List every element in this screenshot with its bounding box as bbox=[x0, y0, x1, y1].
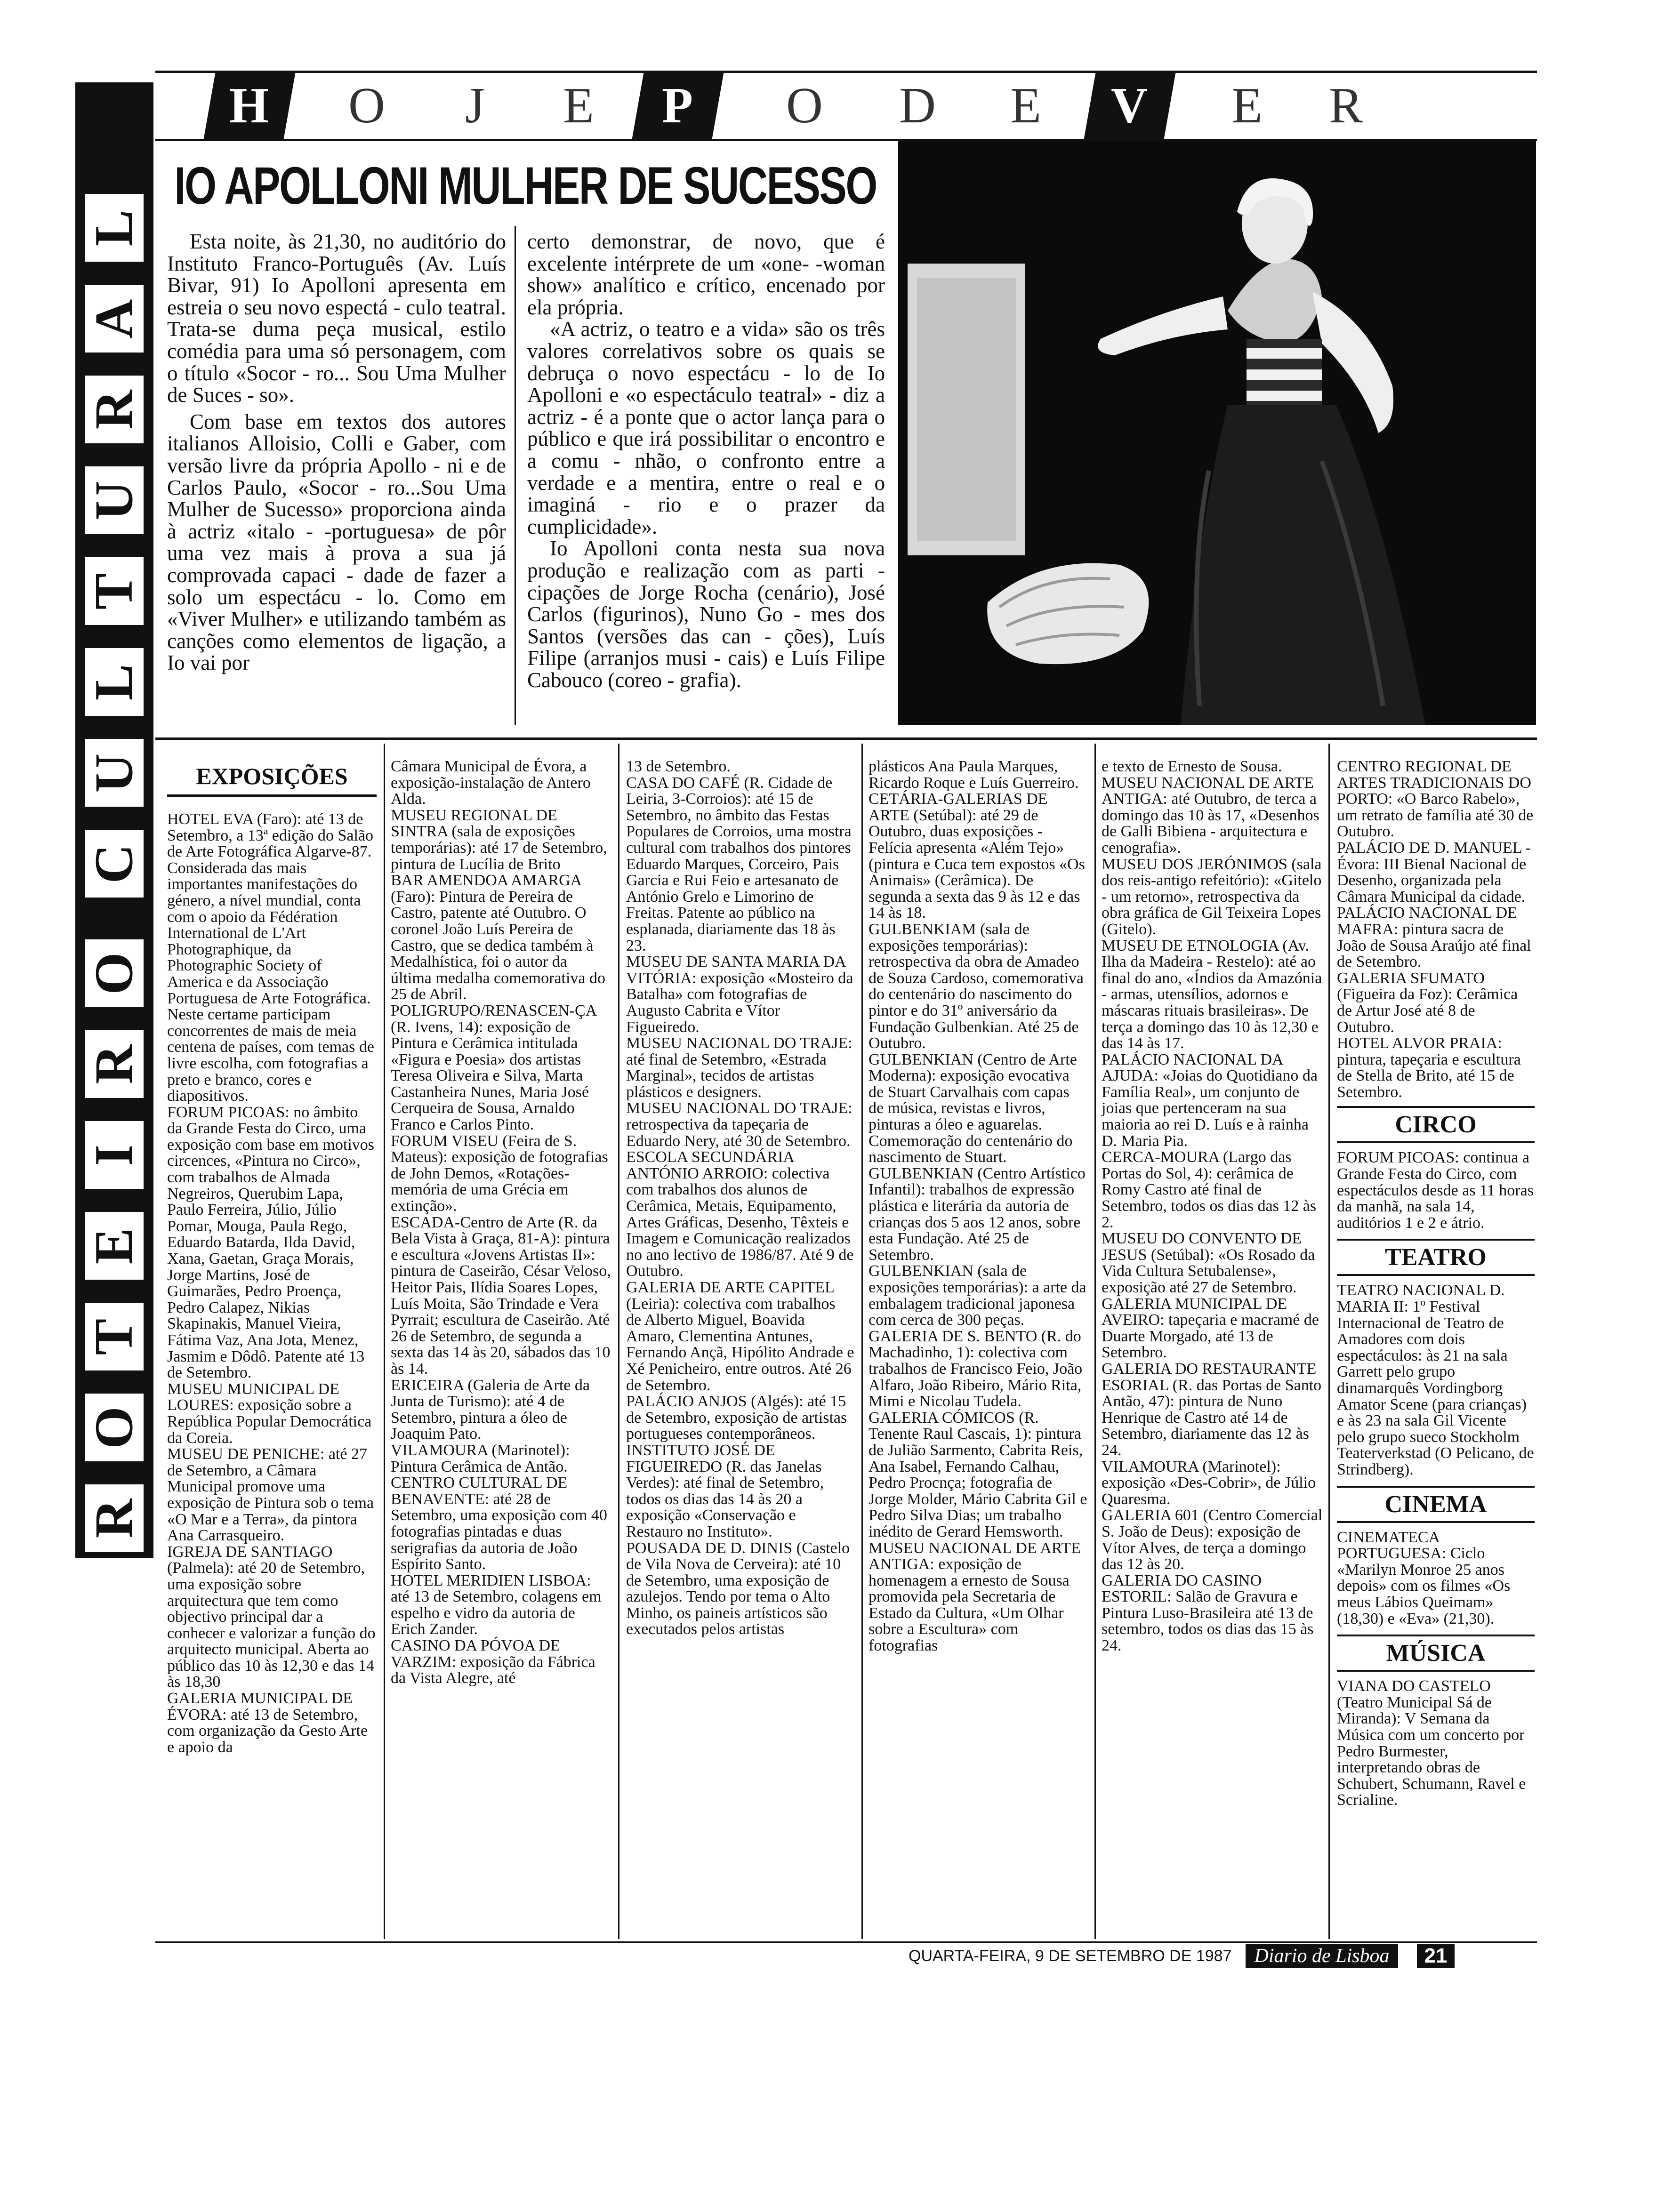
listing-column-2 bbox=[391, 759, 612, 1687]
listing-entry: MUSEU MUNICIPAL DE LOURES: exposição sobre a República Popular Democrática da Coreia. bbox=[167, 1380, 372, 1447]
vertical-title-glyph: R bbox=[84, 1499, 145, 1538]
vertical-title-letter bbox=[83, 282, 146, 355]
vertical-title-glyph: L bbox=[84, 209, 145, 246]
lead-paragraph: Com base em textos dos autores italianos Alloisio, Colli e Gaber, com versão livre da própria Apollo - ni e de Carlos Paulo, «Socor - ro...Sou Uma Mulher de Sucesso» proporciona ainda à actriz «italo - -portuguesa» de pôr uma vez mais à prova a sua já comprovada capaci - dade de fazer a solo um espectácu - lo. Como em «Viver Mulher» e utilizando também as canções como elementos de ligação, a Io vai por bbox=[167, 409, 506, 675]
banner-letter bbox=[887, 73, 949, 139]
listing-entry: 13 de Setembro. bbox=[626, 758, 731, 775]
listing-entry: GALERIA MUNICIPAL DE AVEIRO: tapeçaria e macramé de Duarte Morgado, até 13 de Setembro. bbox=[1102, 1295, 1319, 1362]
listing-entries bbox=[391, 759, 612, 1687]
vertical-title-glyph: T bbox=[84, 1318, 145, 1355]
listing-entry: MUSEU NACIONAL DE ARTE ANTIGA: até Outubro, de terca a domingo das 10 às 17, «Desenhos de Galli Bibiena - arquitectura e cenografia». bbox=[1102, 774, 1319, 857]
banner-letter bbox=[996, 73, 1057, 139]
listing-entry: MUSEU NACIONAL DO TRAJE: retrospectiva da tapeçaria de Eduardo Nery, até 30 de Setembro. bbox=[626, 1099, 853, 1150]
listing-entry: GULBENKIAN (Centro de Arte Moderna): exposição evocativa de Stuart Carvalhais com capas de música, revistas e livros, pinturas a óleo e aguarelas. Comemoração do centenário do nascimento de Stuart. bbox=[869, 1050, 1077, 1166]
listing-entry: HOTEL ALVOR PRAIA: pintura, tapeçaria e escultura de Stella de Brito, até 15 de Setembro. bbox=[1337, 1034, 1521, 1101]
lead-paragraph: Esta noite, às 21,30, no auditório do Instituto Franco-Português (Av. Luís Bivar, 91) Io Apolloni apresenta em estreia o seu novo espectá - culo teatral. Trata-se duma peça musical, estilo comédia para uma só personagem, com o título «Socor - ro... Sou Uma Mulher de Suces - so». bbox=[167, 230, 506, 407]
lead-paragraph: «A actriz, o teatro e a vida» são os três valores correlativos sobre os quais se debruça o novo espectácu - lo de Io Apolloni e «o espectáculo teatral» - diz a actriz - é a ponte que o actor lança para o público e que irá possibilitar o encontro e a comu - nhão, o confronto entre a verdade e a mentira, entre o real e o imaginá - rio e o prazer da cumplicidade». bbox=[527, 317, 885, 538]
vertical-section-title bbox=[75, 82, 153, 1558]
section-heading-cinema: CINEMA bbox=[1384, 1491, 1487, 1518]
listing-entry: MUSEU DE ETNOLOGIA (Av. Ilha da Madeira - Restelo): até ao final do ano, «Índios da Amazónia - armas, utensílios, adornos e máscaras rituais brasileiras». De terça a domingo das 10 às 12,30 e das 14 às 17. bbox=[1102, 937, 1322, 1052]
listing-entries bbox=[626, 759, 854, 1638]
listing-entry: MUSEU DE SANTA MARIA DA VITÓRIA: exposição «Mosteiro da Batalha» com fotografias de Augusto Cabrita e Vítor Figueiredo. bbox=[626, 953, 853, 1036]
listing-entry: MUSEU NACIONAL DE ARTE ANTIGA: exposição de homenagem a ernesto de Sousa promovida pela Secretaria de Estado da Cultura, «Um Olhar sobre a Escultura» com fotografias bbox=[869, 1539, 1081, 1655]
vertical-title-letter bbox=[83, 192, 146, 264]
banner-letter bbox=[1084, 73, 1176, 139]
section-divider bbox=[155, 737, 1537, 740]
banner-glyph: J bbox=[465, 78, 486, 134]
listing-entry: plásticos Ana Paula Marques, Ricardo Roque e Luís Guerreiro. bbox=[869, 758, 1079, 792]
listing-entry: CERCA-MOURA (Largo das Portas do Sol, 4): cerâmica de Romy Castro até final de Setembro, todos os dias das 12 às 2. bbox=[1102, 1148, 1317, 1231]
listing-entry: MUSEU NACIONAL DO TRAJE: até final de Setembro, «Estrada Marginal», tecidos de artistas plásticos e designers. bbox=[626, 1034, 853, 1101]
listing-entry: FORUM VISEU (Feira de S. Mateus): exposição de fotografias de John Demos, «Rotações-memória de uma Grécia em extinção». bbox=[391, 1132, 608, 1215]
heading-rule bbox=[1337, 1635, 1535, 1636]
vertical-title-glyph: U bbox=[84, 753, 145, 793]
heading-rule bbox=[1337, 1239, 1535, 1241]
lead-paragraph: certo demonstrar, de novo, que é excelente intérprete de um «one- -woman show» analítico e crítico, encenado por ela própria. bbox=[527, 230, 885, 319]
listing-entry: CENTRO REGIONAL DE ARTES TRADICIONAIS DO PORTO: «O Barco Rabelo», um retrato de família até 30 de Outubro. bbox=[1337, 758, 1534, 841]
vertical-title-letter bbox=[83, 1119, 146, 1191]
listing-entry: FORUM PICOAS: no âmbito da Grande Festa do Circo, uma exposição com base em motivos circences, «Pintura no Circo», com trabalhos de Almada Negreiros, Querubim Lapa, Paulo Ferreira, Júlio, Júlio Pomar, Mouga, Paula Rego, Eduardo Batarda, Ilda David, Xana, Gaetan, Graça Morais, Jorge Martins, José de Guimarães, Pedro Proença, Pedro Calapez, Nikias Skapinakis, Manuel Vieira, Fátima Vaz, Ana Jota, Menez, Jasmim e Dôdô. Patente até 13 de Setembro. bbox=[167, 1103, 375, 1382]
listing-entry: POUSADA DE D. DINIS (Castelo de Vila Nova de Cerveira): até 10 de Setembro, uma exposição de azulejos. Tendo por tema o Alto Minho, os paineis artísticos são executados pelos artistas bbox=[626, 1539, 850, 1638]
listing-entries bbox=[869, 759, 1087, 1654]
listing-column-1 bbox=[167, 762, 377, 1755]
banner-glyph: P bbox=[662, 78, 694, 134]
lead-column-2 bbox=[527, 231, 885, 734]
listing-entry: Câmara Municipal de Évora, a exposição-instalação de Antero Alda. bbox=[391, 758, 591, 808]
banner-glyph: E bbox=[563, 78, 595, 134]
heading-rule bbox=[1337, 1521, 1535, 1523]
listing-entry: GALERIA MUNICIPAL DE ÉVORA: até 13 de Setembro, com organização da Gesto Arte e apoio da bbox=[167, 1690, 368, 1756]
heading-rule bbox=[1337, 1274, 1535, 1276]
listing-entry: CETÁRIA-GALERIAS DE ARTE (Setúbal): até 29 de Outubro, duas exposições - Felícia apresenta «Além Tejo» (pintura e Cuca tem expostos «Os Animais» (Cerâmica). De segunda a sexta das 9 às 12 e das 14 às 18. bbox=[869, 790, 1085, 922]
banner-glyph: O bbox=[786, 78, 824, 134]
listing-entry: GALERIA 601 (Centro Comercial S. João de Deus): exposição de Vítor Alves, de terça a domingo das 12 às 20. bbox=[1102, 1507, 1323, 1573]
banner-letter bbox=[548, 73, 610, 139]
column-rule bbox=[1094, 744, 1096, 1939]
actress-illustration bbox=[898, 141, 1536, 725]
vertical-title-letter bbox=[83, 827, 146, 900]
vertical-title-glyph: L bbox=[84, 664, 145, 700]
vertical-title-letter bbox=[83, 1482, 146, 1555]
column-rule bbox=[515, 226, 516, 725]
listing-entry: CASINO DA PÓVOA DE VARZIM: exposição da Fábrica da Vista Alegre, até bbox=[391, 1637, 595, 1687]
vertical-title-letter bbox=[83, 1028, 146, 1100]
listing-entry: e texto de Ernesto de Sousa. bbox=[1102, 758, 1282, 775]
column-rule bbox=[384, 744, 385, 1939]
vertical-title-glyph: O bbox=[84, 952, 145, 995]
listing-entry: PALÁCIO ANJOS (Algés): até 15 de Setembro, exposição de artistas portugueses contemporâneos. bbox=[626, 1393, 847, 1443]
listing-entry: CENTRO CULTURAL DE BENAVENTE: até 28 de Setembro, uma exposição com 40 fotografias pintadas e duas serigrafias da autoria de João Espírito Santo. bbox=[391, 1474, 607, 1573]
listing-entry: BAR AMENDOA AMARGA (Faro): Pintura de Pereira de Castro, patente até Outubro. O coronel João Luís Pereira de Castro, que se dedica também à Medalhística, foi o autor da última medalha comemorativa do 25 de Abril. bbox=[391, 872, 606, 1003]
section-heading-exposicoes: EXPOSIÇÕES bbox=[196, 763, 348, 789]
listing-entry: MUSEU DE PENICHE: até 27 de Setembro, a Câmara Municipal promove uma exposição de Pintura sob o tema «O Mar e a Terra», da pintora Ana Carrasqueiro. bbox=[167, 1445, 374, 1545]
listing-column-3 bbox=[626, 759, 854, 1638]
cinema-entry: CINEMATECA PORTUGUESA: Ciclo «Marilyn Monroe 25 anos depois» com os filmes «Os meus Lábios Queimam» (18,30) e «Eva» (21,30). bbox=[1337, 1528, 1511, 1627]
listing-entry: ERICEIRA (Galeria de Arte da Junta de Turismo): até 4 de Setembro, pintura a óleo de Joaquim Pato. bbox=[391, 1376, 590, 1443]
listing-column-6 bbox=[1337, 759, 1535, 1809]
listing-entry: GALERIA CÓMICOS (R. Tenente Raul Cascais, 1): pintura de Julião Sarmento, Cabrita Reis, Ana Isabel, Fernando Calhau, Pedro Procnça; fotografia de Jorge Molder, Mário Cabrita Gil e Pedro Silva Dias; um trabalho inédito de Gerard Hemsworth. bbox=[869, 1409, 1087, 1540]
musica-entry: VIANA DO CASTELO (Teatro Municipal Sá de Miranda): V Semana da Música com um concerto por Pedro Burmester, interpretando obras de Schubert, Schumann, Ravel e Scrialine. bbox=[1337, 1677, 1526, 1809]
heading-rule bbox=[1337, 1106, 1535, 1108]
listing-entry: MUSEU DO CONVENTO DE JESUS (Setúbal): «Os Rosado da Vida Cultura Setubalense», exposição até 27 de Setembro. bbox=[1102, 1230, 1315, 1296]
listing-entry: MUSEU DOS JERÓNIMOS (sala dos reis-antigo refeitório): «Gitelo - um retorno», retrospectiva da obra gráfica de Gil Teixeira Lopes (Gitelo). bbox=[1102, 855, 1322, 938]
vertical-title-letter bbox=[83, 737, 146, 809]
listing-entry: GULBENKIAN (sala de exposições temporárias): a arte da embalagem tradicional japonesa com cerca de 300 peças. bbox=[869, 1262, 1086, 1329]
teatro-entry: TEATRO NACIONAL D. MARIA II: 1º Festival Internacional de Teatro de Amadores com dois espectáculos: às 21 na sala Garrett pelo grupo dinamarquês Vordingborg Amator Scene (para crianças) e às 23 na sala Gil Vicente pelo grupo sueco Stockholm Teaterverkstad (O Pelicano, de Strindberg). bbox=[1337, 1282, 1534, 1478]
banner-glyph: E bbox=[1231, 78, 1263, 134]
banner-glyph: V bbox=[1111, 78, 1149, 134]
vertical-title-glyph: R bbox=[84, 1044, 145, 1084]
banner-letter bbox=[774, 73, 836, 139]
listing-entry: CASA DO CAFÉ (R. Cidade de Leiria, 3-Corroios): até 15 de Setembro, no âmbito das Festas Populares de Corroios, uma mostra cultural com trabalhos dos pintores Eduardo Marques, Corceiro, Pais Garcia e Rui Feio e artesanato de António Grelo e Limorino de Freitas. Patente ao público na esplanada, diariamente das 18 às 23. bbox=[626, 774, 852, 954]
banner-letter bbox=[445, 73, 506, 139]
vertical-title-glyph: E bbox=[84, 1227, 145, 1264]
listing-entry: plástica e literária da autoria de crianças dos 5 aos 12 anos, sobre esta Fundação. Até 25 de Setembro. bbox=[869, 1197, 1081, 1264]
listing-entry: GALERIA DE ARTE CAPITEL (Leiria): colectiva com trabalhos de Alberto Miguel, Boavida Amaro, Clementina Antunes, Fernando Ançã, Hipólito Andrade e Xé Penicheiro, entre outros. Até 26 de Setembro. bbox=[626, 1279, 854, 1394]
vertical-title-letter bbox=[83, 373, 146, 446]
vertical-title-letter bbox=[83, 1391, 146, 1464]
newspaper-name: Diario de Lisboa bbox=[1246, 1944, 1398, 1968]
banner-letter bbox=[337, 73, 398, 139]
column-rule bbox=[1328, 744, 1330, 1939]
lead-paragraph: Io Apolloni conta nesta sua nova produção e realização com as parti - cipações de Jorge Rocha (cenário), José Carlos (figurinos), Nuno Go - mes dos Santos (versões das can - ções), Luís Filipe (arranjos musi - cais) e Luís Filipe Cabouco (coreo - grafia). bbox=[527, 537, 885, 692]
footer-date: QUARTA-FEIRA, 9 DE SETEMBRO DE 1987 bbox=[909, 1947, 1232, 1965]
vertical-title-glyph: A bbox=[84, 299, 145, 338]
listing-entry: MUSEU REGIONAL DE SINTRA (sala de exposições temporárias): até 17 de Setembro, pintura de Lucília de Brito bbox=[391, 806, 607, 873]
section-heading-circo: CIRCO bbox=[1395, 1111, 1477, 1138]
lead-column-1 bbox=[167, 231, 506, 734]
vertical-title-letter bbox=[83, 646, 146, 718]
listing-entry: HOTEL MERIDIEN LISBOA: até 13 de Setembro, colagens em espelho e vidro da autoria de Erich Zander. bbox=[391, 1571, 602, 1638]
listing-entry: POLIGRUPO/RENASCEN-ÇA (R. Ivens, 14): exposição de Pintura e Cerâmica intitulada «Figura e Poesia» dos artistas Teresa Oliveira e Silva, Marta Castanheira Nunes, Maria José Cerqueira de Sousa, Arnaldo Franco e Carlos Pinto. bbox=[391, 1002, 596, 1134]
vertical-title-letter bbox=[83, 464, 146, 537]
actress-photo bbox=[898, 141, 1536, 725]
vertical-title-glyph: O bbox=[84, 1406, 145, 1449]
heading-rule bbox=[1337, 1141, 1535, 1143]
vertical-title-glyph: R bbox=[84, 390, 145, 429]
listing-entry: PALÁCIO NACIONAL DE MAFRA: pintura sacra de João de Sousa Araújo até final de Setembro. bbox=[1337, 904, 1531, 971]
listing-entry: INSTITUTO JOSÉ DE FIGUEIREDO (R. das Janelas Verdes): até final de Setembro, todos os dias das 14 às 20 a exposição «Conservação e Restauro no Instituto». bbox=[626, 1441, 824, 1540]
page-footer bbox=[909, 1943, 1563, 1969]
heading-underline bbox=[167, 794, 377, 797]
heading-rule bbox=[1337, 1486, 1535, 1488]
listing-entry: GALERIA DO RESTAURANTE ESORIAL (R. das Portas de Santo Antão, 47): pintura de Nuno Henrique de Castro até 14 de Setembro, diariamente das 12 às 24. bbox=[1102, 1360, 1322, 1459]
banner-letter bbox=[1217, 73, 1278, 139]
banner-hoje-pode-ver bbox=[155, 71, 1537, 141]
listing-entry: PALÁCIO DE D. MANUEL - Évora: III Bienal Nacional de Desenho, organizada pela Câmara Municipal da cidade. bbox=[1337, 839, 1531, 906]
listing-column-4 bbox=[869, 759, 1087, 1654]
listing-entry: IGREJA DE SANTIAGO (Palmela): até 20 de Setembro, uma exposição sobre arquitectura que tem como objectivo principal dar a conhecer e valorizar a função do arquitecto municipal. Aberta ao público das 10 às 12,30 e das 14 às 18,30 bbox=[167, 1543, 376, 1691]
listing-entry: GALERIA DE S. BENTO (R. do Machadinho, 1): colectiva com trabalhos de Francisco Feio, João Alfaro, João Ribeiro, Mário Rita, Mimi e Nicolau Tudela. bbox=[869, 1327, 1083, 1411]
circo-entry: FORUM PICOAS: continua a Grande Festa do Circo, com espectáculos desde as 11 horas da manhã, na sala 14, auditórios 1 e 2 e átrio. bbox=[1337, 1149, 1534, 1232]
vertical-title-glyph: C bbox=[84, 844, 145, 883]
banner-letter bbox=[632, 73, 724, 139]
banner-glyph: H bbox=[229, 78, 270, 134]
listing-entries bbox=[167, 811, 377, 1755]
banner-letter bbox=[204, 73, 296, 139]
column-rule bbox=[861, 744, 863, 1939]
listing-entry: GALERIA DO CASINO ESTORIL: Salão de Gravura e Pintura Luso-Brasileira até 13 de setembro, todos os dias das 15 às 24. bbox=[1102, 1571, 1314, 1655]
listing-column-5 bbox=[1102, 759, 1323, 1654]
heading-rule bbox=[1337, 1670, 1535, 1672]
banner-letter bbox=[1316, 73, 1377, 139]
listing-entry: PALÁCIO NACIONAL DA AJUDA: «Joias do Quotidiano da Família Real», um conjunto de joias que pertenceram na sua maioria ao rei D. Luís e à rainha D. Maria Pia. bbox=[1102, 1050, 1318, 1150]
banner-glyph: R bbox=[1328, 78, 1364, 134]
page-number: 21 bbox=[1417, 1944, 1455, 1968]
listing-entry: ESCOLA SECUNDÁRIA ANTÓNIO ARROIO: colectiva com trabalhos dos alunos de Cerâmica, Metais, Equipamento, Artes Gráficas, Desenho, Têxteis e Imagem e Comunicação realizados no ano lectivo de 1986/87. Até 9 de Outubro. bbox=[626, 1148, 854, 1280]
listing-entries bbox=[1337, 759, 1535, 1100]
listing-entry: GULBENKIAN (Centro Artístico Infantil): trabalhos de expressão bbox=[869, 1164, 1086, 1199]
vertical-title-glyph: U bbox=[84, 481, 145, 520]
column-rule bbox=[618, 744, 619, 1939]
vertical-title-letter bbox=[83, 937, 146, 1010]
vertical-title-letter bbox=[83, 1210, 146, 1282]
banner-glyph: E bbox=[1010, 78, 1042, 134]
listing-entry: HOTEL EVA (Faro): até 13 de Setembro, a 13ª edição do Salão de Arte Fotográfica Algarve-87. Considerada das mais importantes manifestações do género, a nível mundial, conta com o apoio da Fédération International de L'Art Photographique, da Photographic Society of America e da Associação Portuguesa de Arte Fotográfica. Neste certame participam concorrentes de mais de meia centena de países, com temas de livre escolha, com fotografias a preto e branco, cores e diapositivos. bbox=[167, 810, 374, 1105]
banner-glyph: O bbox=[348, 78, 386, 134]
vertical-title-glyph: T bbox=[84, 573, 145, 609]
listing-entry: ESCADA-Centro de Arte (R. da Bela Vista à Graça, 81-A): pintura e escultura «Jovens Artistas II»: pintura de Caseirão, César Veloso, Heitor Pais, Ilídia Soares Lopes, Luís Moita, São Trindade e Vera Pyrrait; escultura de Caseirão. Até 26 de Setembro, de segunda a sexta das 14 às 20, sábados das 10 às 14. bbox=[391, 1213, 611, 1378]
listing-entry: VILAMOURA (Marinotel): exposição «Des-Cobrir», de Júlio Quaresma. bbox=[1102, 1458, 1316, 1508]
vertical-title-glyph: I bbox=[84, 1144, 145, 1166]
vertical-title-letter bbox=[83, 555, 146, 627]
section-heading-teatro: TEATRO bbox=[1385, 1244, 1487, 1271]
vertical-title-letter bbox=[83, 1300, 146, 1373]
headline: IO APOLLONI MULHER DE SUCESSO bbox=[174, 156, 877, 215]
listing-entry: GULBENKIAM (sala de exposições temporárias): retrospectiva da obra de Amadeo de Souza Cardoso, comemorativa do centenário do nascimento do pintor e do 31º aniversário da Fundação Gulbenkian. Até 25 de Outubro. bbox=[869, 920, 1084, 1052]
listing-entries bbox=[1102, 759, 1323, 1654]
listing-entry: GALERIA SFUMATO (Figueira da Foz): Cerâmica de Artur José até 8 de Outubro. bbox=[1337, 969, 1518, 1036]
banner-glyph: D bbox=[899, 78, 937, 134]
listing-entry: VILAMOURA (Marinotel): Pintura Cerâmica de Antão. bbox=[391, 1441, 570, 1475]
section-heading-musica: MÚSICA bbox=[1386, 1640, 1486, 1667]
